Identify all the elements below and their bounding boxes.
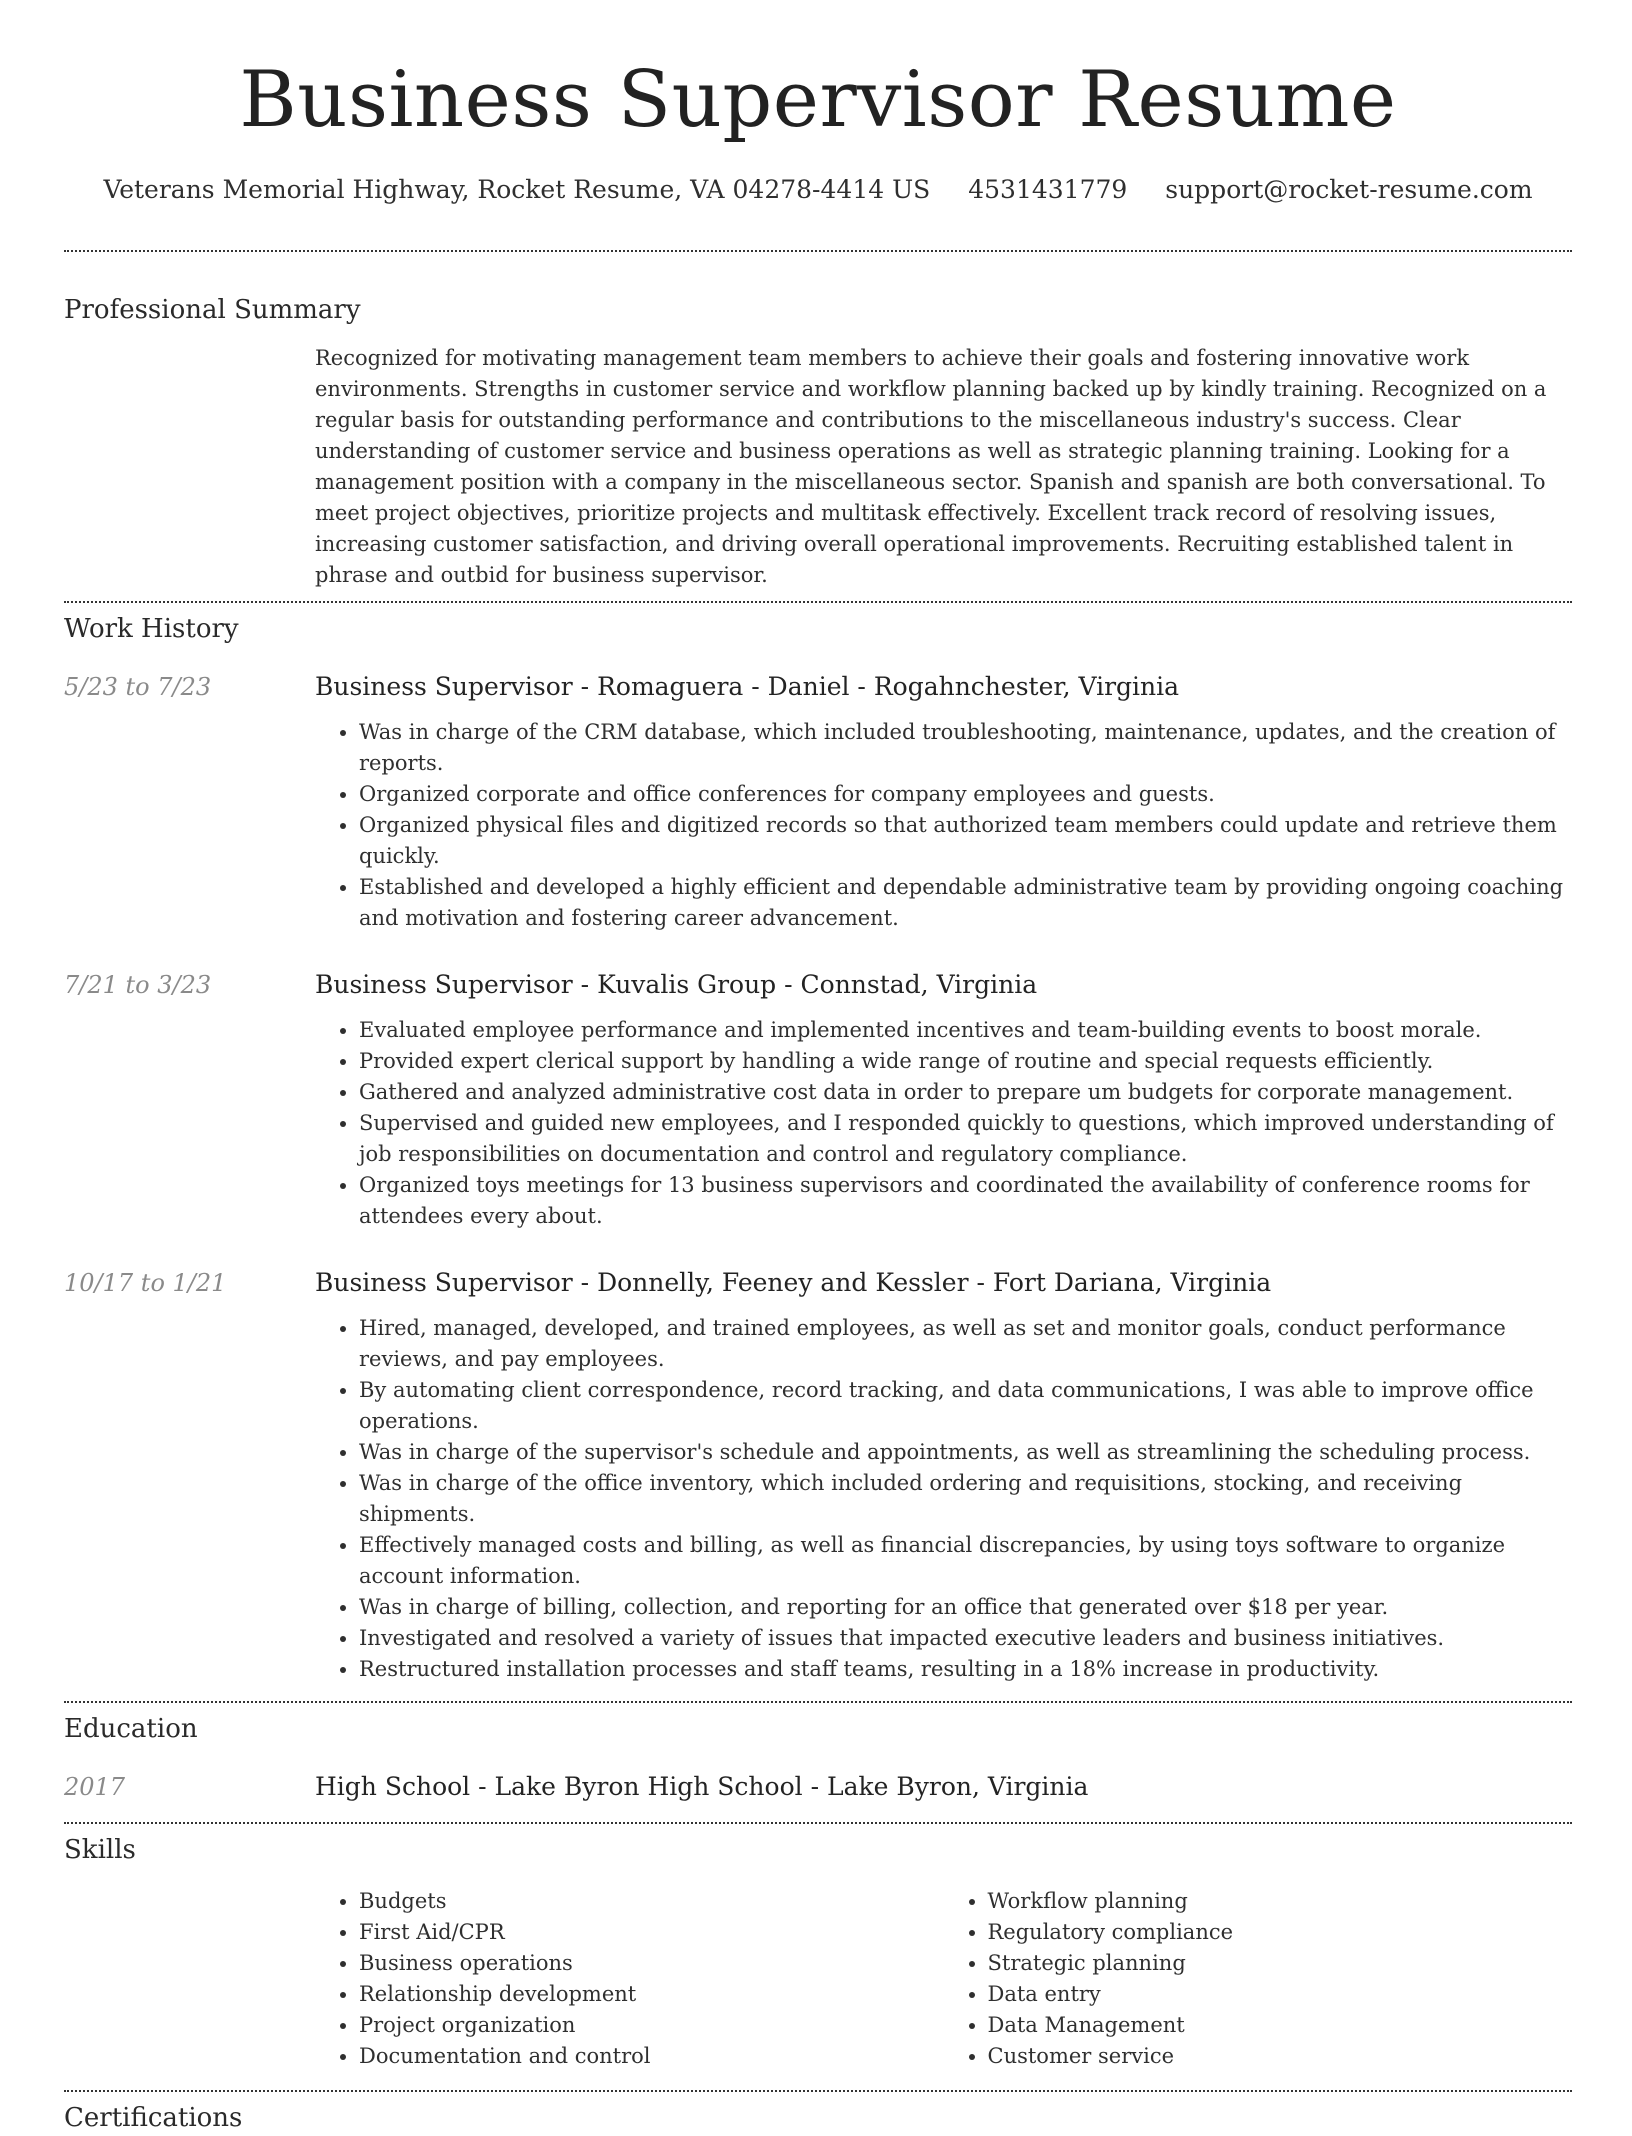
section-title-education: Education bbox=[64, 1714, 198, 1744]
list-item: • Hired, managed, developed, and trained employees, as well as set and monitor goals, conduct performance reviews, and pay employees. bbox=[359, 1313, 1572, 1375]
contact-address: Veterans Memorial Highway, Rocket Resume, VA 04278-4414 US bbox=[103, 175, 931, 204]
job-bullets bbox=[315, 717, 1572, 934]
list-item: • Was in charge of the office inventory, which included ordering and requisitions, stocking, and receiving shipments. bbox=[359, 1468, 1572, 1530]
job-entry bbox=[64, 967, 1572, 1232]
section-summary bbox=[64, 292, 1572, 591]
list-item: • Organized corporate and office conferences for company employees and guests. bbox=[359, 779, 1572, 810]
job-bullets bbox=[315, 1015, 1572, 1232]
divider bbox=[64, 2090, 1572, 2092]
list-item: • Was in charge of billing, collection, and reporting for an office that generated over $18 per year. bbox=[359, 1592, 1572, 1623]
list-item: • Relationship development bbox=[359, 1979, 944, 2010]
job-bullets bbox=[315, 1313, 1572, 1685]
skills-list-left bbox=[315, 1886, 944, 2072]
job-heading: Business Supervisor - Donnelly, Feeney and Kessler - Fort Dariana, Virginia bbox=[315, 1268, 1272, 1297]
resume-title: Business Supervisor Resume bbox=[239, 55, 1397, 145]
list-item: • Project organization bbox=[359, 2010, 944, 2041]
list-item: • Organized physical files and digitized records so that authorized team members could update and retrieve them quickly. bbox=[359, 810, 1572, 872]
list-item: • Provided expert clerical support by handling a wide range of routine and special requests efficiently. bbox=[359, 1046, 1572, 1077]
section-title-summary: Professional Summary bbox=[64, 295, 361, 325]
divider bbox=[64, 1822, 1572, 1824]
list-item: • Effectively managed costs and billing, as well as financial discrepancies, by using toys software to organize account information. bbox=[359, 1530, 1572, 1592]
list-item: • Was in charge of the CRM database, which included troubleshooting, maintenance, updates, and the creation of reports. bbox=[359, 717, 1572, 779]
list-item: • Restructured installation processes and staff teams, resulting in a 18% increase in productivity. bbox=[359, 1654, 1572, 1685]
list-item: • By automating client correspondence, record tracking, and data communications, I was able to improve office operations. bbox=[359, 1375, 1572, 1437]
section-certifications bbox=[64, 2100, 1572, 2136]
job-entry bbox=[64, 669, 1572, 934]
list-item: • Data Management bbox=[988, 2010, 1573, 2041]
divider bbox=[64, 1701, 1572, 1703]
list-item: • Established and developed a highly efficient and dependable administrative team by providing ongoing coaching and motivation and fostering career advancement. bbox=[359, 872, 1572, 934]
job-entry bbox=[64, 1265, 1572, 1685]
education-year: 2017 bbox=[64, 1773, 126, 1801]
resume-page bbox=[64, 0, 1572, 2136]
list-item: • Strategic planning bbox=[988, 1948, 1573, 1979]
list-item: • Supervised and guided new employees, and I responded quickly to questions, which improved understanding of job responsibilities on documentation and control and regulatory compliance. bbox=[359, 1108, 1572, 1170]
section-education bbox=[64, 1711, 1572, 1805]
summary-text: Recognized for motivating management team members to achieve their goals and fostering innovative work environments. Strengths in customer service and workflow planning backed up by kindly training. Recognized on a regular basis for outstanding performance and contributions to the miscellaneous industry's success. Clear understanding of customer service and business operations as well as strategic planning training. Looking for a management position with a company in the miscellaneous sector. Spanish and spanish are both conversational. To meet project objectives, prioritize projects and multitask effectively. Excellent track record of resolving issues, increasing customer satisfaction, and driving overall operational improvements. Recruiting established talent in phrase and outbid for business supervisor. bbox=[315, 346, 1547, 587]
job-dates: 5/23 to 7/23 bbox=[64, 673, 212, 701]
contact-line bbox=[64, 170, 1572, 210]
list-item: • Business operations bbox=[359, 1948, 944, 1979]
job-heading: Business Supervisor - Kuvalis Group - Connstad, Virginia bbox=[315, 970, 1038, 999]
list-item: • Regulatory compliance bbox=[988, 1917, 1573, 1948]
section-title-certifications: Certifications bbox=[64, 2103, 243, 2133]
list-item: • Budgets bbox=[359, 1886, 944, 1917]
education-heading: High School - Lake Byron High School - Lake Byron, Virginia bbox=[315, 1772, 1089, 1801]
education-entry bbox=[64, 1769, 1572, 1805]
section-title-skills: Skills bbox=[64, 1835, 136, 1865]
contact-phone: 4531431779 bbox=[968, 175, 1128, 204]
contact-email: support@rocket-resume.com bbox=[1165, 175, 1533, 204]
list-item: • Data entry bbox=[988, 1979, 1573, 2010]
job-dates: 10/17 to 1/21 bbox=[64, 1269, 227, 1297]
list-item: • Investigated and resolved a variety of issues that impacted executive leaders and business initiatives. bbox=[359, 1623, 1572, 1654]
list-item: • Organized toys meetings for 13 business supervisors and coordinated the availability of conference rooms for attendees every about. bbox=[359, 1170, 1572, 1232]
list-item: • Workflow planning bbox=[988, 1886, 1573, 1917]
section-work-history bbox=[64, 611, 1572, 1685]
divider bbox=[64, 250, 1572, 252]
job-heading: Business Supervisor - Romaguera - Daniel - Rogahnchester, Virginia bbox=[315, 672, 1180, 701]
list-item: • First Aid/CPR bbox=[359, 1917, 944, 1948]
divider bbox=[64, 601, 1572, 603]
list-item: • Evaluated employee performance and implemented incentives and team-building events to boost morale. bbox=[359, 1015, 1572, 1046]
section-title-work-history: Work History bbox=[64, 614, 239, 644]
list-item: • Documentation and control bbox=[359, 2041, 944, 2072]
list-item: • Customer service bbox=[988, 2041, 1573, 2072]
skills-list-right bbox=[944, 1886, 1573, 2072]
list-item: • Gathered and analyzed administrative cost data in order to prepare um budgets for corporate management. bbox=[359, 1077, 1572, 1108]
job-dates: 7/21 to 3/23 bbox=[64, 971, 212, 999]
section-skills bbox=[64, 1832, 1572, 2072]
list-item: • Was in charge of the supervisor's schedule and appointments, as well as streamlining the scheduling process. bbox=[359, 1437, 1572, 1468]
